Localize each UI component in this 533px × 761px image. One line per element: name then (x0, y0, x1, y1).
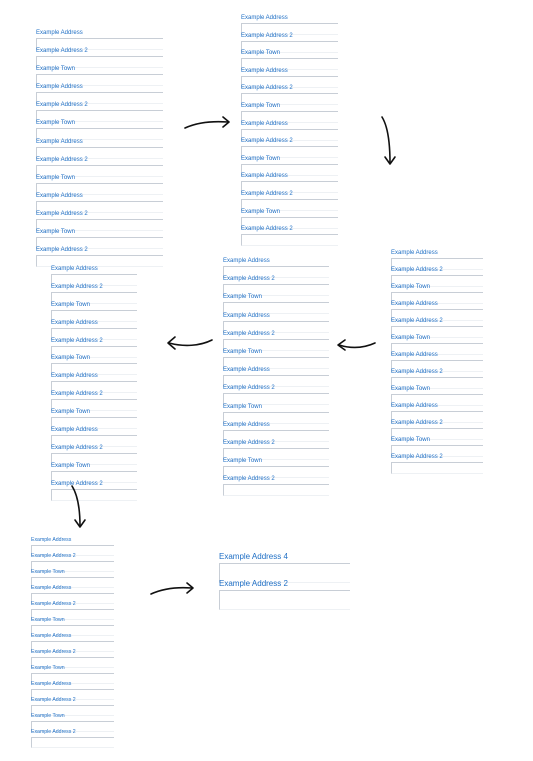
field-label: Example Address 2 (391, 318, 443, 324)
form-field (391, 386, 483, 403)
form-field (241, 121, 338, 139)
form-field (36, 247, 163, 265)
field-label: Example Town (31, 617, 65, 623)
form-field (36, 84, 163, 102)
form-field (391, 454, 483, 471)
field-label: Example Town (36, 229, 75, 236)
form-field (31, 554, 114, 570)
field-label: Example Address (51, 319, 98, 326)
form-panel-4 (223, 258, 329, 494)
form-field (241, 50, 338, 68)
arrow-right-icon (185, 117, 229, 128)
field-label: Example Town (223, 403, 262, 410)
form-field (223, 440, 329, 458)
form-field (51, 338, 137, 356)
field-label: Example Town (241, 50, 280, 57)
field-label: Example Address 2 (36, 210, 88, 217)
form-field (223, 385, 329, 403)
form-field (31, 682, 114, 698)
text-input[interactable] (223, 484, 329, 496)
form-panel-6 (31, 538, 114, 746)
form-field (36, 30, 163, 48)
form-panel-3 (51, 266, 137, 499)
field-label: Example Town (36, 66, 75, 73)
field-label: Example Address 2 (391, 420, 443, 426)
field-label: Example Address (36, 84, 83, 91)
field-label: Example Address 2 (223, 330, 275, 337)
form-field (31, 714, 114, 730)
field-label: Example Town (223, 458, 262, 465)
form-field (51, 445, 137, 463)
field-label: Example Address (36, 138, 83, 145)
field-label: Example Address (31, 681, 72, 687)
field-label: Example Address (51, 266, 98, 272)
field-label: Example Address 2 (31, 649, 76, 655)
field-label: Example Town (391, 335, 430, 341)
form-field (36, 66, 163, 84)
field-label: Example Address 2 (241, 85, 293, 92)
form-field (391, 301, 483, 318)
form-field (241, 33, 338, 51)
arrow-left-icon (338, 340, 375, 350)
form-field (241, 15, 338, 33)
form-field (31, 634, 114, 650)
field-label: Example Address (36, 192, 83, 199)
field-label: Example Address (241, 15, 288, 21)
form-field (223, 258, 329, 276)
field-label: Example Address 2 (241, 226, 293, 233)
field-label: Example Address 2 (223, 476, 275, 483)
form-field (36, 211, 163, 229)
form-field (391, 420, 483, 437)
field-label: Example Address 2 (219, 578, 288, 588)
form-field (36, 48, 163, 66)
form-field (223, 276, 329, 294)
form-field (36, 102, 163, 120)
form-panel-7 (219, 553, 350, 606)
form-field (241, 138, 338, 156)
form-field (223, 458, 329, 476)
form-field (241, 156, 338, 174)
form-field (241, 226, 338, 244)
form-field (51, 284, 137, 302)
field-label: Example Address 2 (31, 553, 76, 559)
form-field (51, 355, 137, 373)
field-label: Example Town (51, 301, 90, 308)
field-label: Example Town (31, 569, 65, 575)
form-field (36, 139, 163, 157)
form-field (241, 191, 338, 209)
form-field (31, 570, 114, 586)
form-field (219, 553, 350, 580)
arrow-down-icon (382, 117, 395, 164)
form-field (31, 666, 114, 682)
arrow-right-icon (151, 583, 193, 594)
field-label: Example Town (36, 174, 75, 181)
form-field (241, 209, 338, 227)
field-label: Example Address 2 (223, 385, 275, 392)
field-label: Example Address 2 (51, 480, 103, 487)
text-input[interactable] (219, 590, 350, 610)
form-field (51, 391, 137, 409)
form-field (391, 335, 483, 352)
form-field (223, 331, 329, 349)
form-field (51, 463, 137, 481)
form-field (391, 318, 483, 335)
form-field (36, 157, 163, 175)
form-field (223, 349, 329, 367)
field-label: Example Address 2 (223, 276, 275, 283)
field-label: Example Address (31, 633, 72, 639)
field-label: Example Address (51, 373, 98, 380)
field-label: Example Address 2 (241, 138, 293, 145)
field-label: Example Address 2 (36, 48, 88, 55)
form-field (391, 403, 483, 420)
form-field (223, 313, 329, 331)
field-label: Example Address (391, 352, 438, 358)
form-field (241, 85, 338, 103)
field-label: Example Town (36, 120, 75, 127)
text-input[interactable] (31, 737, 114, 748)
field-label: Example Address (391, 403, 438, 409)
field-label: Example Address (36, 30, 83, 36)
field-label: Example Town (223, 294, 262, 301)
form-field (51, 427, 137, 445)
form-field (391, 352, 483, 369)
form-field (36, 120, 163, 138)
field-label: Example Address (241, 67, 288, 74)
text-input[interactable] (51, 489, 137, 501)
field-label: Example Address 2 (391, 454, 443, 460)
form-field (223, 422, 329, 440)
form-field (241, 173, 338, 191)
form-field (31, 602, 114, 618)
field-label: Example Town (241, 208, 280, 215)
form-field (223, 404, 329, 422)
form-field (51, 409, 137, 427)
field-label: Example Address (31, 585, 72, 591)
form-panel-1 (36, 30, 163, 265)
field-label: Example Town (223, 348, 262, 355)
field-label: Example Town (51, 355, 90, 362)
form-field (51, 481, 137, 499)
field-label: Example Town (391, 437, 430, 443)
field-label: Example Address (223, 258, 270, 264)
field-label: Example Town (391, 386, 430, 392)
form-field (391, 437, 483, 454)
form-field (391, 284, 483, 301)
field-label: Example Address (391, 250, 438, 256)
field-label: Example Address 2 (31, 729, 76, 735)
form-field (36, 229, 163, 247)
form-field (31, 538, 114, 554)
form-panel-5 (391, 250, 483, 471)
field-label: Example Address (241, 173, 288, 180)
form-field (223, 294, 329, 312)
field-label: Example Town (391, 284, 430, 290)
form-field (391, 369, 483, 386)
field-label: Example Address 2 (51, 337, 103, 344)
field-label: Example Address 2 (51, 444, 103, 451)
form-field (223, 367, 329, 385)
field-label: Example Address (223, 312, 270, 319)
field-label: Example Address 2 (36, 247, 88, 254)
field-label: Example Town (51, 409, 90, 416)
field-label: Example Address 2 (36, 156, 88, 163)
form-field (223, 476, 329, 494)
form-field (51, 320, 137, 338)
field-label: Example Town (241, 155, 280, 162)
field-label: Example Address 2 (36, 102, 88, 109)
text-input[interactable] (391, 462, 483, 474)
field-label: Example Town (31, 665, 65, 671)
form-field (391, 250, 483, 267)
field-label: Example Address 2 (31, 697, 76, 703)
field-label: Example Address 2 (223, 439, 275, 446)
field-label: Example Address 2 (51, 283, 103, 290)
text-input[interactable] (241, 234, 338, 246)
field-label: Example Address 2 (391, 369, 443, 375)
field-label: Example Address (223, 421, 270, 428)
field-label: Example Town (241, 102, 280, 109)
field-label: Example Town (31, 713, 65, 719)
form-field (36, 193, 163, 211)
form-field (391, 267, 483, 284)
form-field (31, 730, 114, 746)
field-label: Example Address 2 (31, 601, 76, 607)
field-label: Example Address 2 (241, 190, 293, 197)
form-field (51, 302, 137, 320)
field-label: Example Address (241, 120, 288, 127)
form-field (36, 175, 163, 193)
form-field (241, 68, 338, 86)
form-field (51, 266, 137, 284)
field-label: Example Town (51, 462, 90, 469)
form-field (31, 698, 114, 714)
field-label: Example Address 4 (219, 552, 288, 561)
field-label: Example Address (223, 367, 270, 374)
form-panel-2 (241, 15, 338, 244)
field-label: Example Address 2 (241, 32, 293, 39)
form-field (31, 586, 114, 602)
form-field (51, 373, 137, 391)
form-field (31, 650, 114, 666)
form-field (241, 103, 338, 121)
field-label: Example Address 2 (51, 391, 103, 398)
field-label: Example Address (31, 537, 72, 543)
form-field (31, 618, 114, 634)
form-field (219, 580, 350, 607)
field-label: Example Address 2 (391, 267, 443, 273)
field-label: Example Address (51, 427, 98, 434)
field-label: Example Address (391, 301, 438, 307)
arrow-left-icon (168, 337, 212, 349)
